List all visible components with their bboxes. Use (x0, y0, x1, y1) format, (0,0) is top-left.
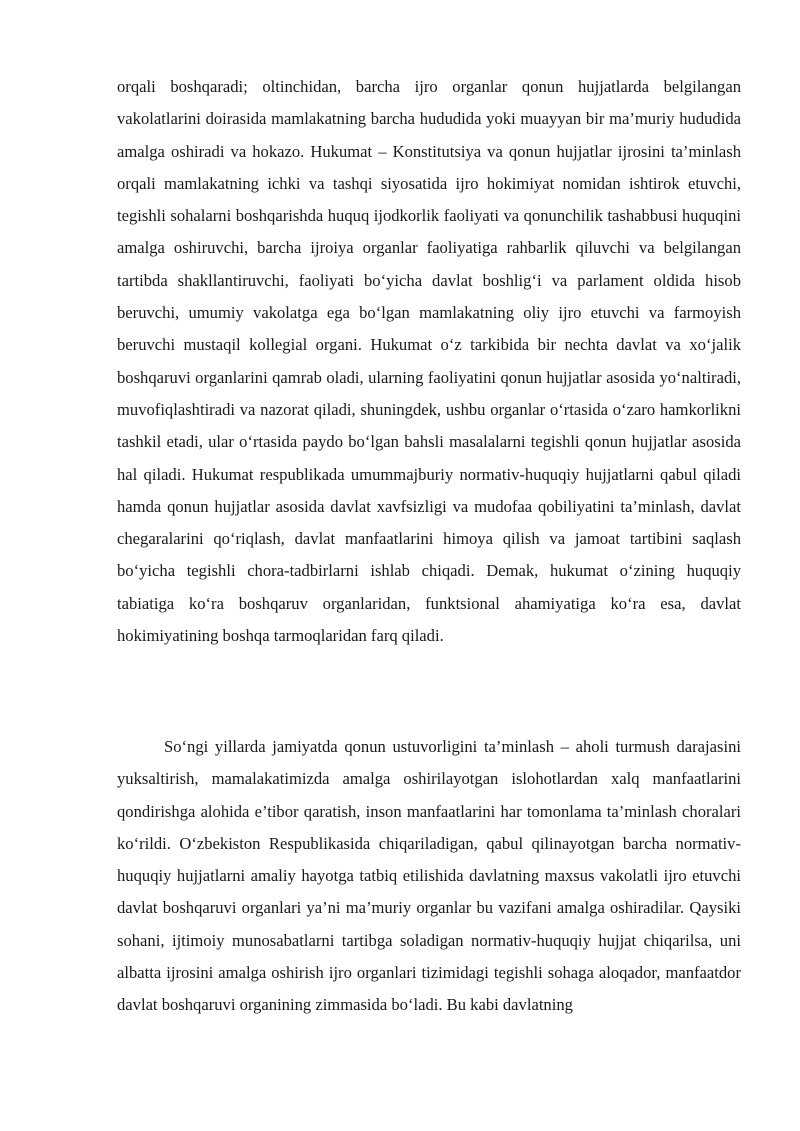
paragraph-text: orqali boshqaradi; oltinchidan, barcha ijro organlar qonun hujjatlarda belgilangan vakolatlarini doirasida mamlakatning barcha hududida yoki muayyan bir ma’muriy hududida amalga oshiradi va hokazo. Hukumat – Konstitutsiya va qonun hujjatlar ijrosini ta’minlash orqali mamlakatning ichki va tashqi siyosatida ijro hokimiyat nomidan ishtirok etuvchi, tegishli sohalarni boshqarishda huquq ijodkorlik faoliyati va qonunchilik tashabbusi huquqini amalga oshiruvchi, barcha ijroiya organlar faoliyatiga rahbarlik qiluvchi va belgilangan tartibda shakllantiruvchi, faoliyati bo‘yicha davlat boshlig‘i va parlament oldida hisob beruvchi, umumiy vakolatga ega bo‘lgan mamlakatning oliy ijro etuvchi va farmoyish beruvchi mustaqil kollegial organi. Hukumat o‘z tarkibida bir nechta davlat va xo‘jalik boshqaruvi organlarini qamrab oladi, ularning faoliyatini qonun hujjatlar asosida yo‘naltiradi, muvofiqlashtiradi va nazorat qiladi, shuningdek, ushbu organlar o‘rtasida o‘zaro hamkorlikni tashkil etadi, ular o‘rtasida paydo bo‘lgan bahsli masalalarni tegishli qonun hujjatlar asosida hal qiladi. Hukumat respublikada umummajburiy normativ-huquqiy hujjatlarni qabul qiladi hamda qonun hujjatlar asosida davlat xavfsizligi va mudofaa qobiliyatini ta’minlash, davlat chegaralarini qo‘riqlash, davlat manfaatlarini himoya qilish va jamoat tartibini saqlash bo‘yicha tegishli chora-tadbirlarni ishlab chiqadi. Demak, hukumat o‘zining huquqiy tabiatiga ko‘ra boshqaruv organlaridan, funktsional ahamiyatiga ko‘ra esa, davlat hokimiyatining boshqa tarmoqlaridan farq qiladi. (117, 77, 741, 646)
body-paragraph (117, 71, 741, 652)
paragraph-text: So‘ngi yillarda jamiyatda qonun ustuvorligini ta’minlash – aholi turmush darajasini yuksaltirish, mamalakatimizda amalga oshirilayotgan islohotlardan xalq manfaatlarini qondirishga alohida e’tibor qaratish, inson manfaatlarini har tomonlama ta’minlash choralari ko‘rildi. O‘zbekiston Respublikasida chiqariladigan, qabul qilinayotgan barcha normativ-huquqiy hujjatlarni amaliy hayotga tatbiq etilishida davlatning maxsus vakolatli ijro etuvchi davlat boshqaruvi organlari ya’ni ma’muriy organlar bu vazifani amalga oshiradilar. Qaysiki sohani, ijtimoiy munosabatlarni tartibga soladigan normativ-huquqiy hujjat chiqarilsa, uni albatta ijrosini amalga oshirish ijro organlari tizimidagi tegishli sohaga aloqador, manfaatdor davlat boshqaruvi organining zimmasida bo‘ladi. Bu kabi davlatning (117, 737, 741, 1015)
body-paragraph (117, 731, 741, 1022)
